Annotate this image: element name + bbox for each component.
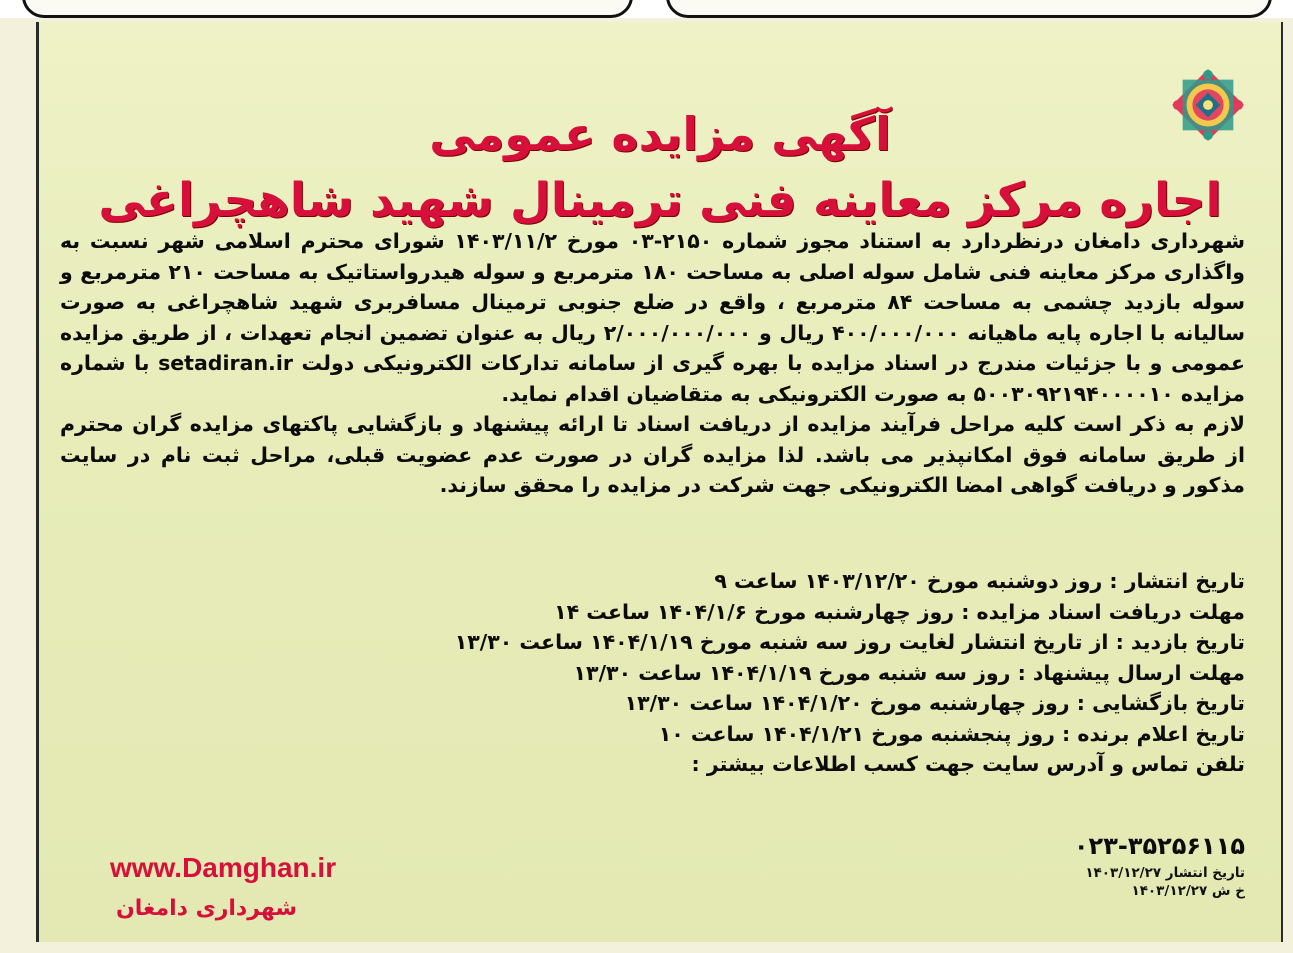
winner-announcement-date: تاریخ اعلام برنده : روز پنجشنبه مورخ ۱۴۰۴/۱/۲۱ ساعت ۱۰ <box>658 721 1245 746</box>
contact-phone: ۰۲۳-۳۵۲۵۶۱۱۵ <box>1073 832 1245 860</box>
proposal-deadline: مهلت ارسال پیشنهاد : روز سه شنبه مورخ ۱۴۰۴/۱/۱۹ ساعت ۱۳/۳۰ <box>573 660 1245 685</box>
adjacent-ad-frame-right <box>666 0 1272 18</box>
contact-info-label: تلفن تماس و آدرس سایت جهت کسب اطلاعات بیشتر : <box>691 752 1245 776</box>
ad-subtitle: اجاره مرکز معاینه فنی ترمینال شهید شاهچراغی <box>98 173 1222 228</box>
document-deadline: مهلت دریافت اسناد مزایده : روز چهارشنبه مورخ ۱۴۰۴/۱/۶ ساعت ۱۴ <box>554 599 1245 624</box>
opening-date: تاریخ بازگشایی : روز چهارشنبه مورخ ۱۴۰۴/۱/۲۰ ساعت ۱۳/۳۰ <box>624 691 1245 715</box>
ad-title: آگهی مزایده عمومی <box>429 107 891 161</box>
publication-date: تاریخ انتشار ۱۴۰۳/۱۲/۲۷ <box>1085 865 1245 881</box>
publish-date: تاریخ انتشار : روز دوشنبه مورخ ۱۴۰۳/۱۲/۲۰ ساعت ۹ <box>714 569 1245 593</box>
visit-date: تاریخ بازدید : از تاریخ انتشار لغایت روز سه شنبه مورخ ۱۴۰۴/۱/۱۹ ساعت ۱۳/۳۰ <box>454 630 1245 654</box>
website-link[interactable]: www.Damghan.ir <box>110 852 337 883</box>
ad-paragraph-main: شهرداری دامغان درنظردارد به استناد مجوز شماره ۲۱۵۰-۰۳ مورخ ۱۴۰۳/۱۱/۲ شورای محترم اسلامی شهر نسبت به واگذاری مرکز معاینه فنی شامل سوله اصلی به مساحت ۱۸۰ مترمربع و سوله هیدرواستاتیک به مساحت ۲۱۰ مترمربع و سوله بازدید چشمی به مساحت ۸۴ مترمربع ، واقع در ضلع جنوبی ترمینال مسافربری شهید شاهچراغی به صورت سالیانه با اجاره پایه ماهیانه ۴۰۰/۰۰۰/۰۰۰ ریال و ۲/۰۰۰/۰۰۰/۰۰۰ ریال به عنوان تضمین انجام تعهدات ، از طریق مزایده عمومی و با جزئیات مندرج در اسناد مزایده با بهره گیری از سامانه تدارکات الکترونیکی دولت setadiran.ir با شماره مزایده ۵۰۰۳۰۹۲۱۹۴۰۰۰۰۱۰ به صورت الکترونیکی به متقاضیان اقدام نماید. <box>60 229 1246 406</box>
organization-name: شهرداری دامغان <box>116 896 298 921</box>
publication-info <box>1025 864 1245 900</box>
adjacent-ad-frame-left <box>22 0 633 18</box>
schedule-list <box>425 566 1245 780</box>
publication-code: خ ش ۱۴۰۳/۱۲/۲۷ <box>1131 883 1245 899</box>
ad-paragraph-notice: لازم به ذکر است کلیه مراحل فرآیند مزایده از دریافت اسناد تا ارائه پیشنهاد و بازگشایی پاکتهای مزایده گران محترم از طریق سامانه فوق امکانپذیر می باشد. لذا مزایده گران در صورت عدم عضویت قبلی، مراحل ثبت نام در سایت مذکور و دریافت گواهی امضا الکترونیکی جهت شرکت در مزایده را محقق سازند. <box>60 412 1245 497</box>
ad-body <box>60 226 1245 501</box>
